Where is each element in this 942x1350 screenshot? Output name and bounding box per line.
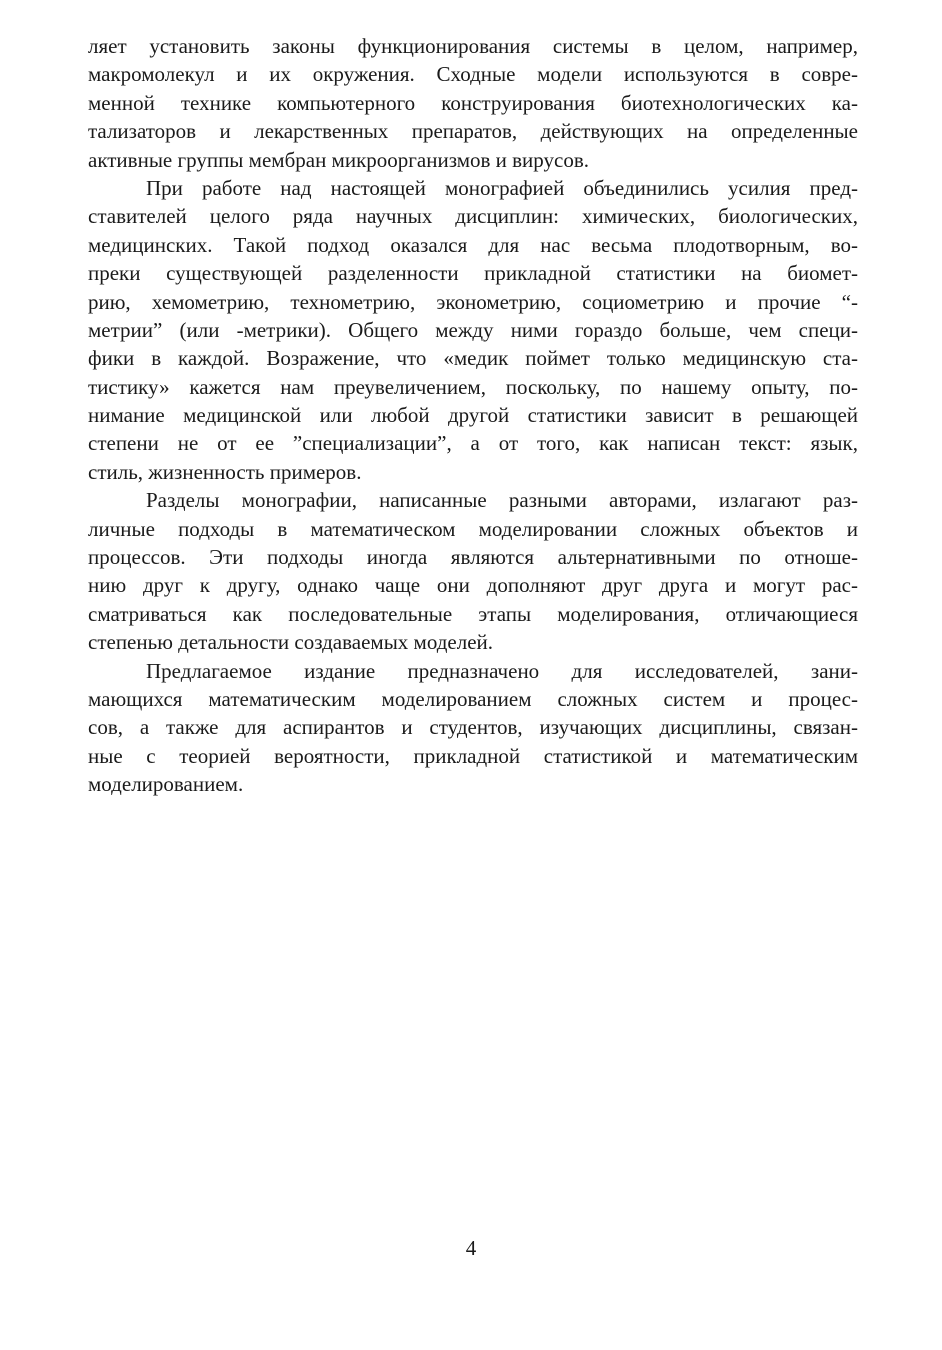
text-line: макромолекул и их окружения. Сходные модели используются в совре- [88, 62, 858, 87]
text-line: степенью детальности создаваемых моделей. [88, 630, 494, 655]
text-line: личные подходы в математическом моделировании сложных объектов и [88, 516, 858, 541]
text-line: ляет установить законы функционирования системы в целом, например, [88, 34, 858, 58]
text-line: нимание медицинской или любой другой статистики зависит в решающей [88, 403, 858, 428]
text-line: мающихся математическим моделированием сложных систем и процес- [88, 686, 858, 711]
text-line: сматриваться как последовательные этапы моделирования, отличающиеся [88, 601, 858, 626]
text-line: ставителей целого ряда научных дисциплин: химических, биологических, [88, 204, 858, 229]
text-line: активные группы мембран микроорганизмов и вирусов. [88, 147, 590, 172]
text-line: Разделы монографии, написанные разными авторами, излагают раз- [146, 488, 858, 513]
text-line: фики в каждой. Возражение, что «медик поймет только медицинскую ста- [88, 346, 858, 371]
text-line: рию, хемометрию, технометрию, эконометрию, социометрию и прочие “- [88, 289, 858, 314]
text-line: преки существующей разделенности прикладной статистики на биомет- [88, 261, 858, 286]
text-line: менной технике компьютерного конструирования биотехнологических ка- [88, 90, 858, 115]
text-line: степени не от ее ”специализации”, а от того, как написан текст: язык, [88, 431, 858, 456]
text-line: моделированием. [88, 772, 244, 797]
text-line: нию друг к другу, однако чаще они дополняют друг друга и могут рас- [88, 573, 858, 598]
paragraph-disciplines [88, 174, 858, 486]
body-text [88, 32, 858, 799]
text-line: стиль, жизненность примеров. [88, 459, 362, 484]
paragraph-intro-continuation [88, 32, 858, 174]
text-line: медицинских. Такой подход оказался для нас весьма плодотворным, во- [88, 232, 858, 257]
page-number: 4 [465, 1236, 477, 1260]
paragraph-audience [88, 657, 858, 799]
text-line: ные с теорией вероятности, прикладной статистикой и математическим [88, 743, 858, 768]
text-line: Предлагаемое издание предназначено для исследователей, зани- [146, 658, 858, 683]
text-line: тистику» кажется нам преувеличением, поскольку, по нашему опыту, по- [88, 374, 858, 399]
text-line: метрии” (или -метрики). Общего между ними гораздо больше, чем специ- [88, 317, 858, 342]
text-line: сов, а также для аспирантов и студентов, изучающих дисциплины, связан- [88, 715, 858, 740]
paragraph-sections [88, 486, 858, 656]
text-line: процессов. Эти подходы иногда являются альтернативными по отноше- [88, 545, 858, 570]
text-line: тализаторов и лекарственных препаратов, действующих на определенные [88, 119, 858, 144]
text-line: При работе над настоящей монографией объединились усилия пред- [146, 175, 858, 200]
